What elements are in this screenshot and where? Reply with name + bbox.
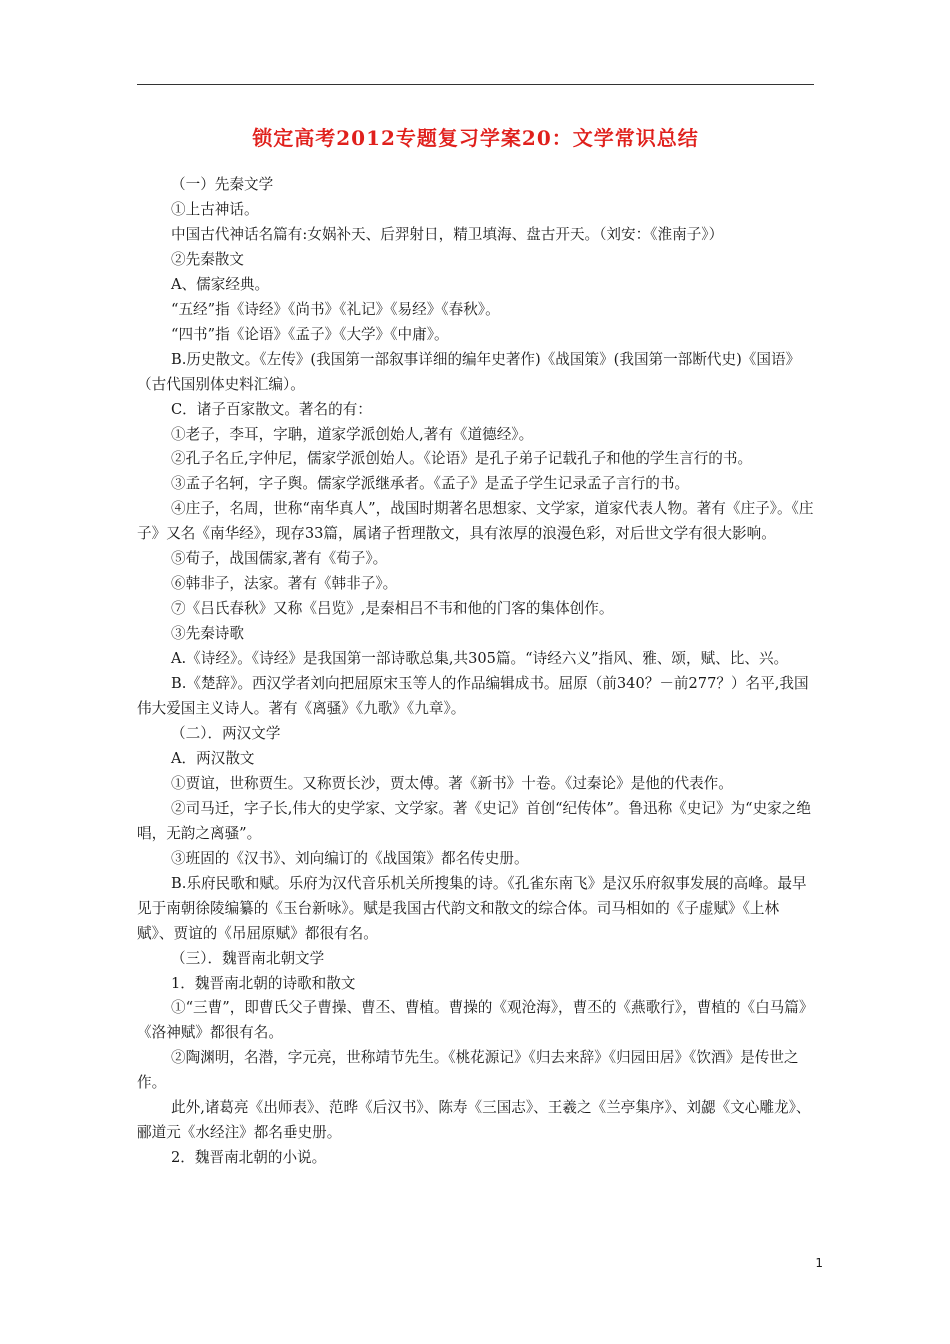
paragraph: B.《楚辞》。西汉学者刘向把屈原宋玉等人的作品编辑成书。屈原（前340？－前277？）名平,我国伟大爱国主义诗人。著有《离骚》《九歌》《九章》。 xyxy=(137,675,809,718)
paragraph: ②司马迁，字子长,伟大的史学家、文学家。著《史记》首创“纪传体”。鲁迅称《史记》为“史家之绝唱，无韵之离骚”。 xyxy=(137,799,811,842)
paragraph: 中国古代神话名篇有:女娲补天、后羿射日，精卫填海、盘古开天。（刘安：《淮南子》） xyxy=(171,225,724,243)
paragraph: ④庄子，名周，世称“南华真人”，战国时期著名思想家、文学家，道家代表人物。著有《庄子》。《庄子》又名《南华经》，现存33篇，属诸子哲理散文，具有浓厚的浪漫色彩，对后世文学有很大影响。 xyxy=(137,500,814,543)
paragraph: ③孟子名轲，字子舆。儒家学派继承者。《孟子》是孟子学生记录孟子言行的书。 xyxy=(171,475,690,493)
paragraph: ③班固的《汉书》、刘向编订的《战国策》都名传史册。 xyxy=(171,849,529,867)
paragraph: A.《诗经》。《诗经》是我国第一部诗歌总集,共305篇。“诗经六义”指风、雅、颂，赋、比、兴。 xyxy=(171,650,789,668)
paragraph: ②孔子名丘,字仲尼，儒家学派创始人。《论语》是孔子弟子记载孔子和他的学生言行的书。 xyxy=(171,450,753,468)
header-rule xyxy=(137,84,814,85)
document-title: 锁定高考2012专题复习学案20：文学常识总结 xyxy=(252,126,699,150)
paragraph: ②先秦散文 xyxy=(171,250,244,268)
paragraph: B.历史散文。《左传》(我国第一部叙事详细的编年史著作)《战国策》(我国第一部断代史)《国语》（古代国别体史料汇编）。 xyxy=(137,350,801,393)
paragraph: “五经”指《诗经》《尚书》《礼记》《易经》《春秋》。 xyxy=(171,300,500,318)
paragraph: B.乐府民歌和赋。乐府为汉代音乐机关所搜集的诗。《孔雀东南飞》是汉乐府叙事发展的高峰。最早见于南朝徐陵编纂的《玉台新咏》。赋是我国古代韵文和散文的综合体。司马相如的《子虚赋》《上林赋》、贾谊的《吊屈原赋》都很有名。 xyxy=(137,874,807,942)
paragraph: C．诸子百家散文。著名的有： xyxy=(171,400,372,418)
paragraph: A．两汉散文 xyxy=(171,749,255,767)
paragraph: ⑥韩非子，法家。著有《韩非子》。 xyxy=(171,575,398,593)
paragraph: 此外,诸葛亮《出师表》、范晔《后汉书》、陈寿《三国志》、王羲之《兰亭集序》、刘勰《文心雕龙》、郦道元《水经注》都名垂史册。 xyxy=(137,1099,811,1142)
paragraph: ①贾谊，世称贾生。又称贾长沙，贾太傅。著《新书》十卷。《过秦论》是他的代表作。 xyxy=(171,774,733,792)
paragraph: ①“三曹”，即曹氏父子曹操、曹丕、曹植。曹操的《观沧海》，曹丕的《燕歌行》，曹植的《白马篇》《洛神赋》都很有名。 xyxy=(137,999,814,1042)
paragraph: 1．魏晋南北朝的诗歌和散文 xyxy=(171,974,356,992)
paragraph: “四书”指《论语》《孟子》《大学》《中庸》。 xyxy=(171,325,449,343)
paragraph: ⑦《吕氏春秋》又称《吕览》,是秦相吕不韦和他的门客的集体创作。 xyxy=(171,600,614,618)
paragraph: A、儒家经典。 xyxy=(171,275,270,293)
paragraph: ⑤荀子，战国儒家,著有《荀子》。 xyxy=(171,550,388,568)
paragraph: （三）．魏晋南北朝文学 xyxy=(171,949,325,967)
paragraph: ①老子，李耳，字聃，道家学派创始人,著有《道德经》。 xyxy=(171,425,534,443)
paragraph: （一）先秦文学 xyxy=(171,176,274,193)
paragraph: 2．魏晋南北朝的小说。 xyxy=(171,1149,327,1167)
page-number: 1 xyxy=(815,1256,823,1270)
paragraph: ③先秦诗歌 xyxy=(171,625,244,643)
paragraph: ②陶渊明，名潜，字元亮，世称靖节先生。《桃花源记》《归去来辞》《归园田居》《饮酒》是传世之作。 xyxy=(137,1049,799,1092)
document-body xyxy=(137,173,814,1171)
paragraph: ①上古神话。 xyxy=(171,200,259,218)
paragraph: （二）．两汉文学 xyxy=(171,724,281,742)
